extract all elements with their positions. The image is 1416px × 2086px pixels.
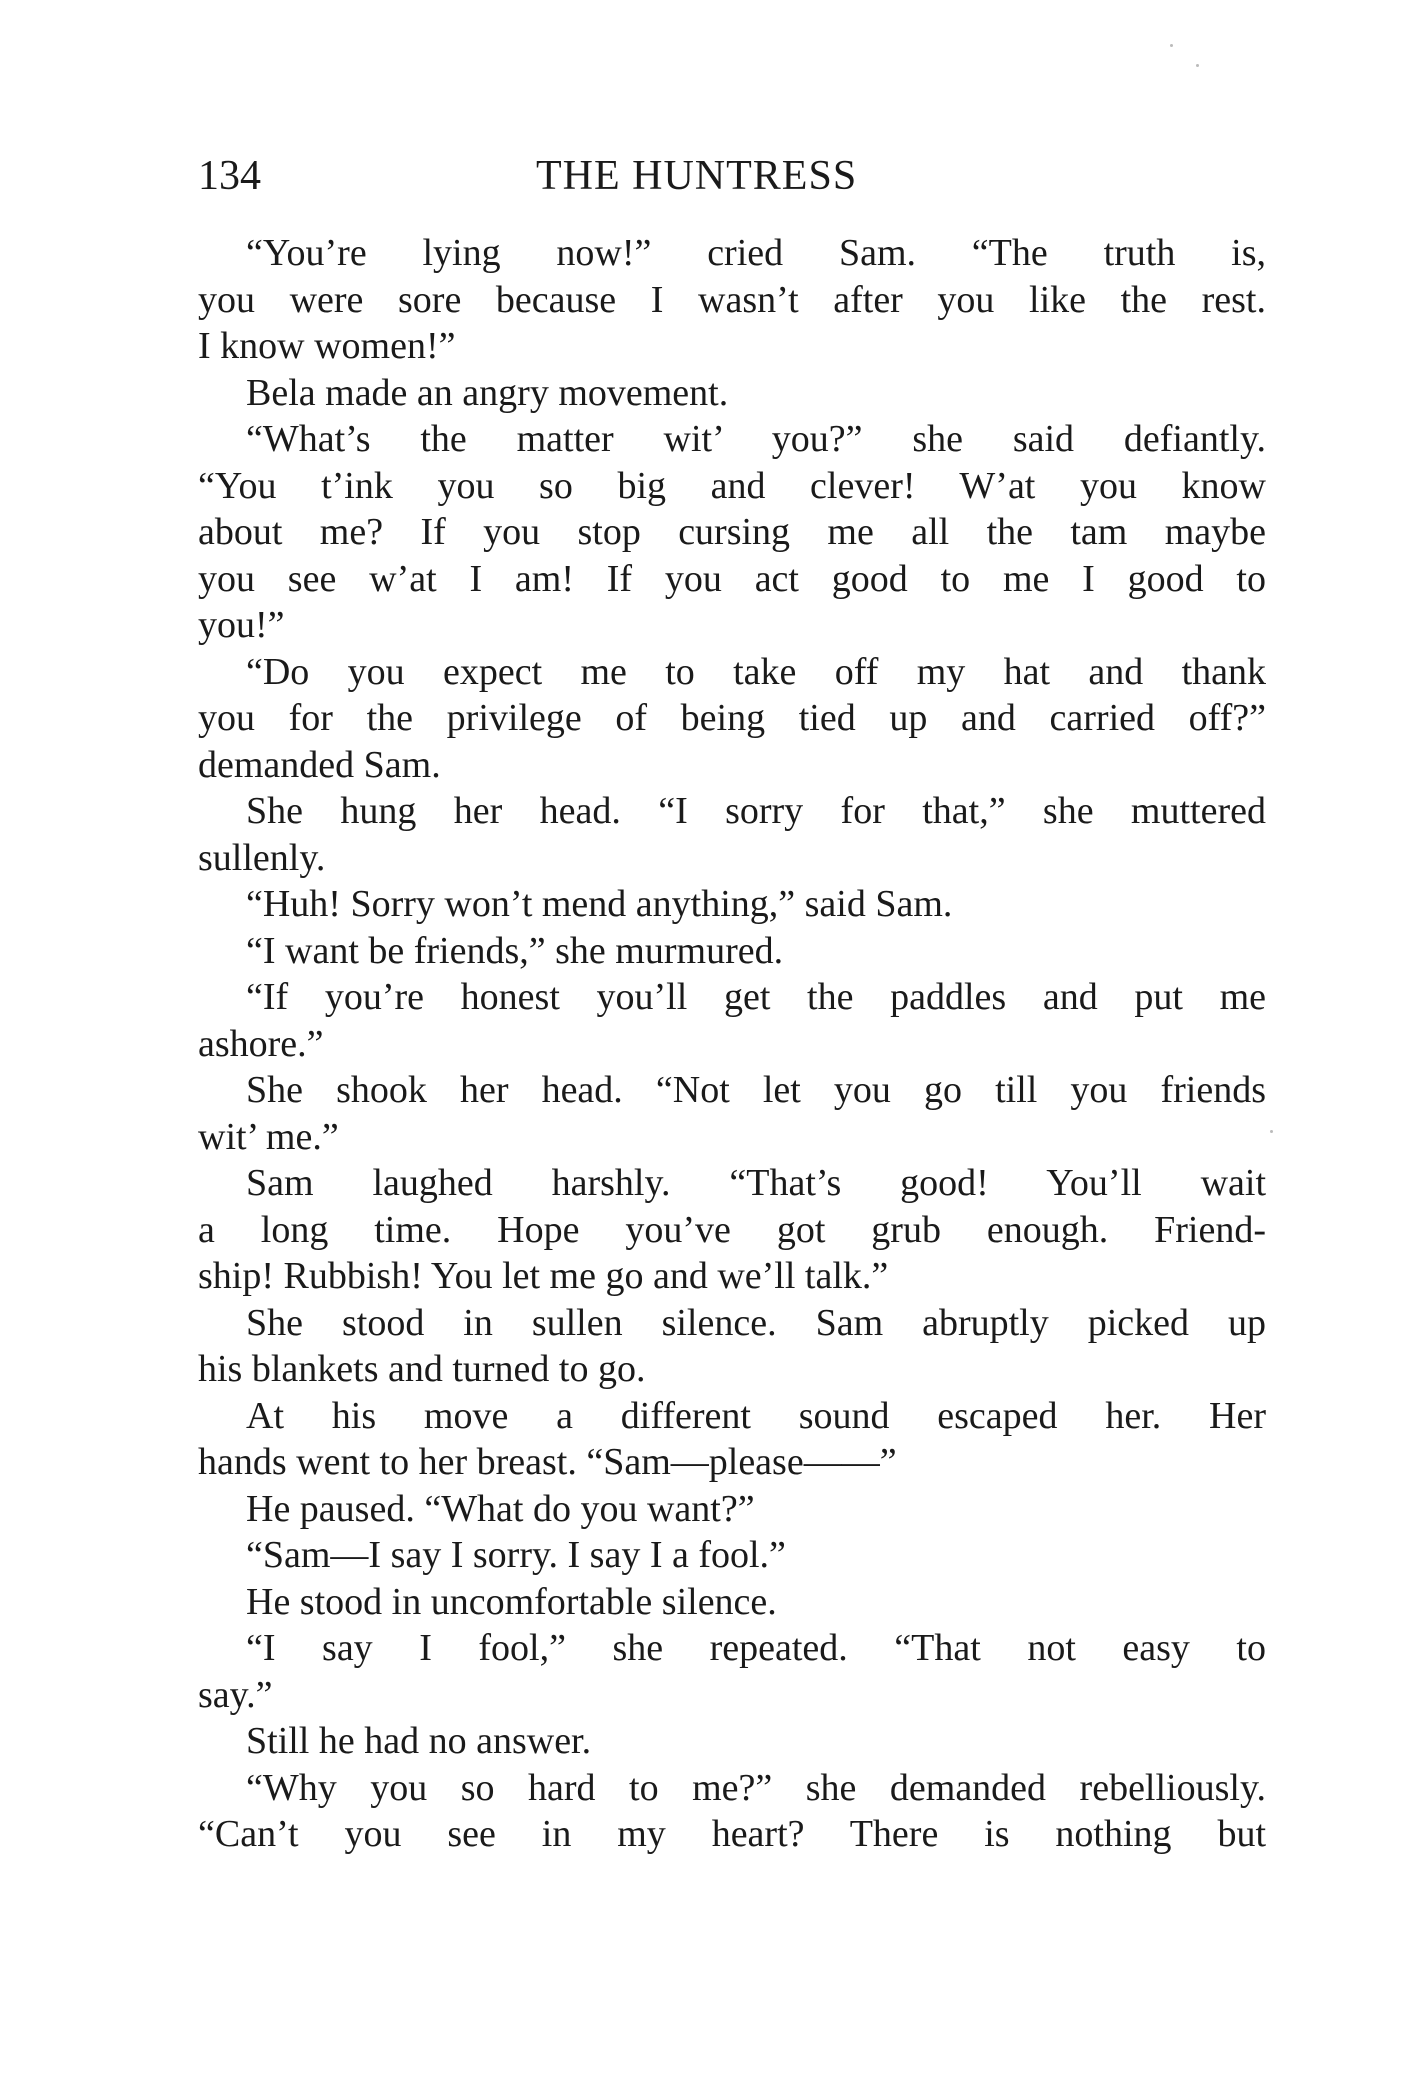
text-line: ashore.” [198, 1022, 324, 1065]
text-line: “You’re lying now!” cried Sam. “The truth is, [246, 232, 1266, 274]
text-line: “What’s the matter wit’ you?” she said defiantly. [246, 418, 1266, 460]
body-text [198, 230, 1266, 1858]
text-line: sullenly. [198, 836, 326, 879]
text-line: She shook her head. “Not let you go till you friends [246, 1069, 1266, 1111]
text-line: She hung her head. “I sorry for that,” she muttered [246, 790, 1266, 832]
text-line: wit’ me.” [198, 1115, 339, 1158]
text-line: demanded Sam. [198, 743, 441, 786]
text-line: “I want be friends,” she murmured. [246, 929, 784, 972]
text-line: “I say I fool,” she repeated. “That not easy to [246, 1627, 1266, 1669]
text-line: She stood in sullen silence. Sam abruptly picked up [246, 1301, 1266, 1344]
text-line: At his move a different sound escaped her. Her [246, 1394, 1266, 1437]
page-header [198, 146, 1266, 206]
paper-speck [1196, 64, 1199, 67]
text-line: you were sore because I wasn’t after you like the rest. [198, 278, 1266, 321]
text-line: “You t’ink you so big and clever! W’at you know [198, 464, 1266, 507]
text-line: Still he had no answer. [246, 1720, 592, 1762]
text-line: “Sam—I say I sorry. I say I a fool.” [246, 1534, 786, 1576]
text-line: you see w’at I am! If you act good to me I good to [198, 557, 1266, 600]
paper-speck [1170, 44, 1173, 47]
text-line: about me? If you stop cursing me all the tam maybe [198, 511, 1266, 553]
text-line: “Do you expect me to take off my hat and thank [246, 650, 1266, 693]
text-line: “Can’t you see in my heart? There is nothing but [198, 1813, 1266, 1855]
page-number: 134 [198, 153, 261, 199]
text-line: “Huh! Sorry won’t mend anything,” said Sam. [246, 883, 953, 925]
running-head: THE HUNTRESS [536, 153, 858, 199]
text-line: Bela made an angry movement. [246, 371, 729, 414]
text-line: say.” [198, 1673, 273, 1716]
paper-speck [1270, 1130, 1273, 1133]
text-line: hands went to her breast. “Sam—please——” [198, 1441, 897, 1483]
text-line: He paused. “What do you want?” [246, 1487, 755, 1530]
text-line: “If you’re honest you’ll get the paddles and put me [246, 976, 1266, 1018]
text-line: you!” [198, 604, 285, 646]
text-line: I know women!” [198, 325, 456, 367]
text-line: his blankets and turned to go. [198, 1348, 646, 1390]
text-line: “Why you so hard to me?” she demanded rebelliously. [246, 1766, 1266, 1809]
text-line: He stood in uncomfortable silence. [246, 1580, 777, 1623]
text-line: a long time. Hope you’ve got grub enough. Friend- [198, 1208, 1266, 1251]
text-line: you for the privilege of being tied up and carried off?” [198, 697, 1266, 739]
text-line: ship! Rubbish! You let me go and we’ll talk.” [198, 1255, 889, 1297]
text-line: Sam laughed harshly. “That’s good! You’ll wait [246, 1162, 1266, 1204]
